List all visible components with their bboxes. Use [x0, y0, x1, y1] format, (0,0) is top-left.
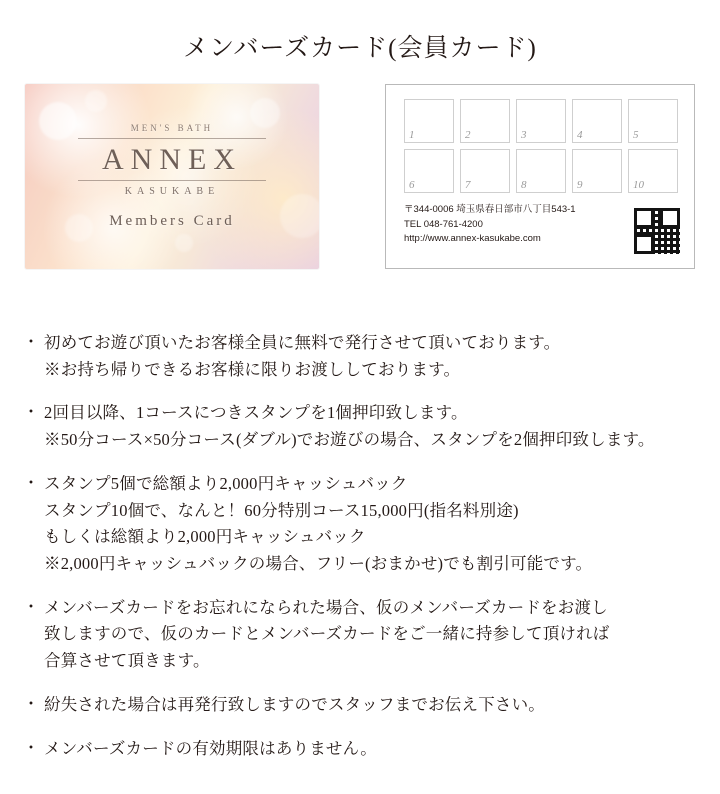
members-card-front-image [25, 84, 319, 269]
stamp-box [460, 99, 510, 143]
note-line: 2回目以降、1コースにつきスタンプを1個押印致します。 [44, 403, 468, 423]
list-item [18, 400, 708, 453]
stamp-number: 10 [633, 179, 644, 191]
divider-bottom [78, 180, 266, 181]
mens-bath-label: MEN'S BATH [130, 123, 214, 133]
stamp-box [460, 149, 510, 193]
stamp-number: 8 [521, 179, 527, 191]
note-line: 初めてお遊び頂いたお客様全員に無料で発行させて頂いております。 [44, 333, 561, 352]
brand-name: ANNEX [102, 143, 242, 176]
list-item [18, 330, 708, 383]
notes-list [18, 330, 708, 779]
brand-location: KASUKABE [124, 186, 220, 197]
stamp-box [628, 149, 678, 193]
divider-top [78, 138, 266, 139]
shop-address: 〒344-0006 埼玉県春日部市八丁目543-1 [404, 204, 576, 215]
stamp-box [572, 149, 622, 193]
list-item [18, 736, 708, 763]
stamp-box [516, 149, 566, 193]
stamp-number: 1 [409, 129, 415, 141]
list-item [18, 595, 708, 675]
note-line: もしくは総額より2,000円キャッシュバック [44, 527, 366, 547]
members-card-back-image [385, 84, 695, 269]
members-card-label: Members Card [109, 213, 235, 229]
bullet-icon: ・ [22, 474, 39, 492]
bullet-icon: ・ [22, 695, 39, 713]
note-line: ※50分コース×50分コース(ダブル)でお遊びの場合、スタンプを2個押印致します。 [44, 430, 655, 450]
stamp-box [404, 149, 454, 193]
stamp-number: 5 [633, 129, 639, 141]
note-line: メンバーズカードの有効期限はありません。 [44, 738, 378, 758]
note-line: 紛失された場合は再発行致しますのでスタッフまでお伝え下さい。 [44, 694, 545, 714]
shop-url: http://www.annex-kasukabe.com [404, 233, 541, 245]
stamp-number: 9 [577, 179, 583, 191]
card-images [0, 84, 720, 274]
note-line: スタンプ5個で総額より2,000円キャッシュバック [44, 473, 408, 493]
note-line: 致しますので、仮のカードとメンバーズカードをご一緒に持参して頂ければ [44, 624, 610, 644]
stamp-number: 2 [465, 129, 471, 141]
stamp-number: 3 [521, 129, 527, 141]
bullet-icon: ・ [22, 598, 39, 616]
list-item [18, 692, 708, 719]
stamp-grid [404, 99, 678, 193]
note-line: ※お持ち帰りできるお客様に限りお渡ししております。 [44, 359, 461, 379]
page-title: メンバーズカード(会員カード) [183, 35, 537, 62]
shop-contact-info [404, 203, 576, 247]
stamp-box [516, 99, 566, 143]
stamp-number: 4 [577, 129, 583, 141]
stamp-box [628, 99, 678, 143]
bullet-icon: ・ [22, 334, 39, 351]
stamp-box [572, 99, 622, 143]
stamp-number: 7 [465, 179, 471, 191]
note-line: スタンプ10個で、なんと！60分特別コース15,000円(指名料別途) [44, 500, 519, 520]
list-item [18, 471, 708, 578]
stamp-number: 6 [409, 179, 415, 191]
qr-code-icon [634, 208, 680, 254]
shop-tel: TEL 048-761-4200 [404, 218, 483, 230]
bullet-icon: ・ [22, 739, 39, 757]
bullet-icon: ・ [22, 404, 39, 422]
stamp-box [404, 99, 454, 143]
note-line: 合算させて頂きます。 [44, 651, 210, 671]
note-line: ※2,000円キャッシュバックの場合、フリー(おまかせ)でも割引可能です。 [44, 554, 593, 574]
note-line: メンバーズカードをお忘れになられた場合、仮のメンバーズカードをお渡し [44, 597, 608, 617]
